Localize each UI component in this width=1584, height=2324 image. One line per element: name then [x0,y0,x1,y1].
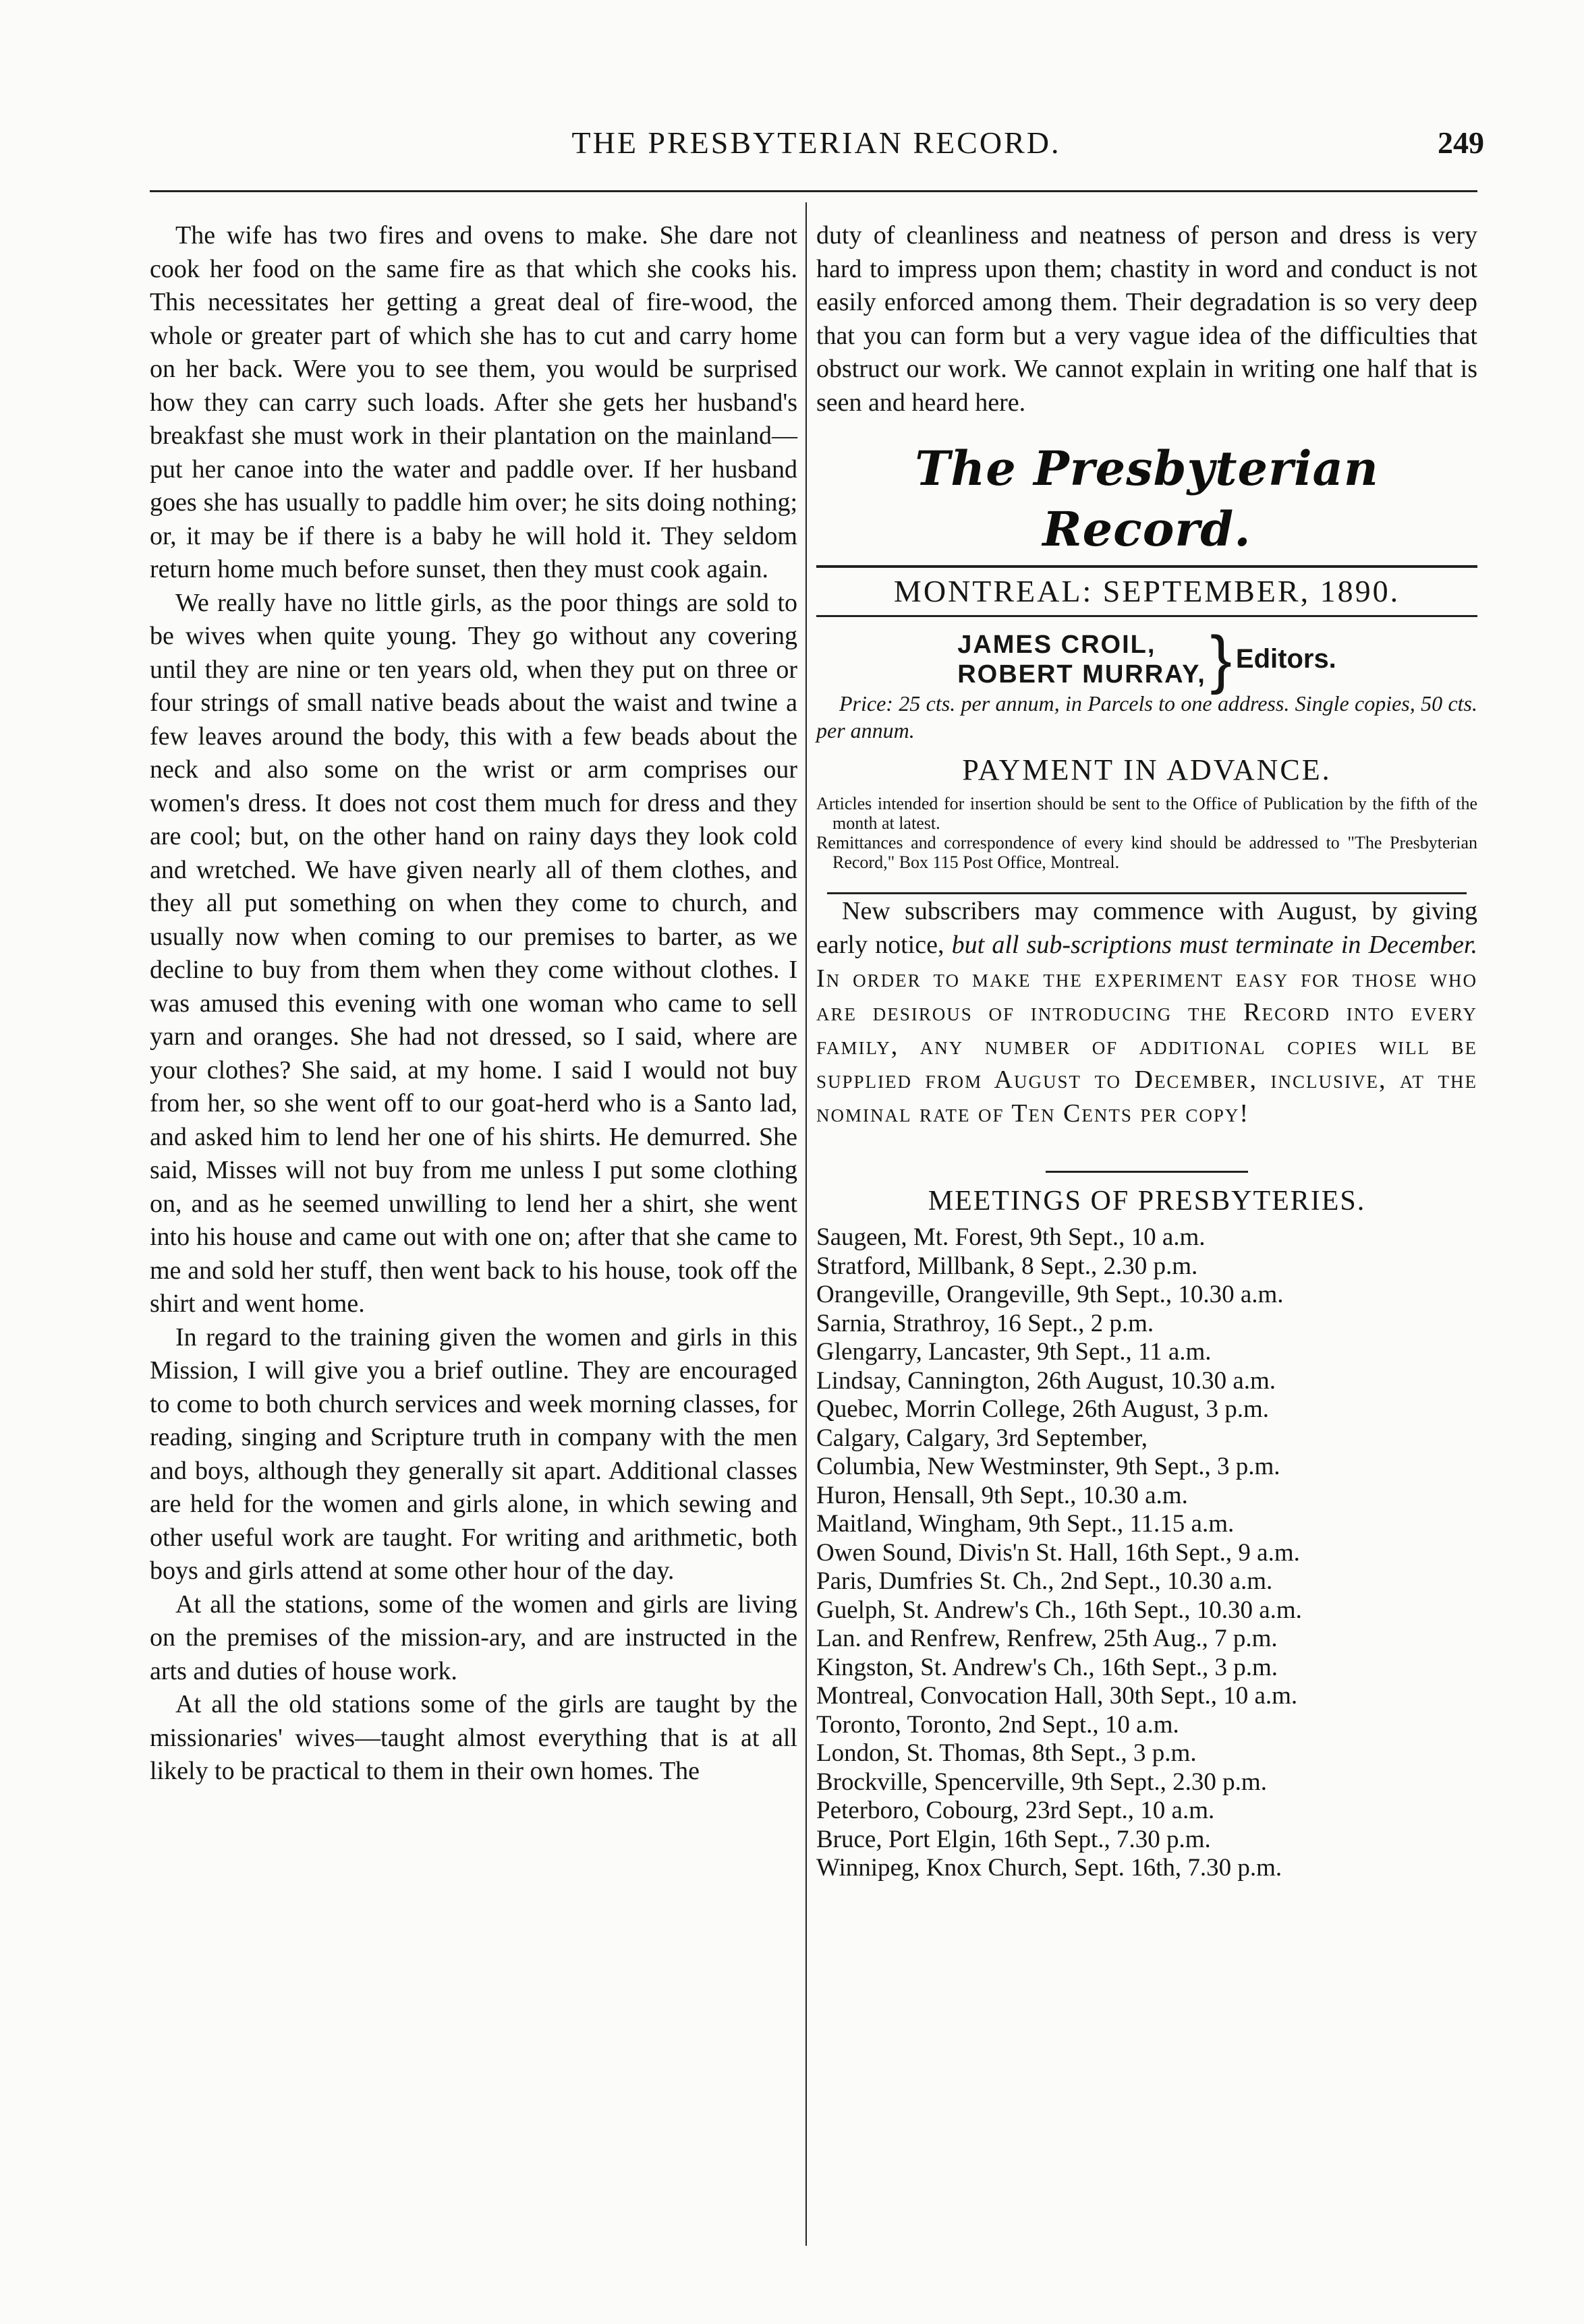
subscribers-italic: but all sub-scriptions must terminate in December. [951,930,1477,959]
right-column [816,219,1477,1883]
paragraph: The wife has two fires and ovens to make. She dare not cook her food on the same fire as that which she cooks his. This necessitates her getting a great deal of fire-wood, the whole or greater part of which she has to cut and carry home on her back. Were you to see them, you would be surprised how they can carry such loads. After she gets her husband's breakfast she must work in their plantation on the mainland—put her canoe into the water and paddle over. If her husband goes she has usually to paddle him over; he sits doing nothing; or, it may be if there is a baby he will hold it. They seldom return home much before sunset, then they must cook again. [150,221,797,583]
meeting-item: Guelph, St. Andrew's Ch., 16th Sept., 10.30 a.m. [816,1596,1302,1624]
meeting-item: Saugeen, Mt. Forest, 9th Sept., 10 a.m. [816,1223,1206,1251]
page-header [148,125,1484,172]
meeting-item: Glengarry, Lancaster, 9th Sept., 11 a.m. [816,1338,1212,1366]
meeting-item: Peterboro, Cobourg, 23rd Sept., 10 a.m. [816,1797,1215,1824]
meeting-item: Calgary, Calgary, 3rd September, [816,1424,1148,1452]
meeting-item: Kingston, St. Andrew's Ch., 16th Sept., 3 p.m. [816,1653,1278,1681]
subscribers-offer: In order to make the experiment easy for those who are desirous of introducing the Record into every family, any number of additional copies will be supplied from August to December, inclusive, at the nominal rate of Ten Cents per copy! [816,964,1477,1128]
meeting-item: Columbia, New Westminster, 9th Sept., 3 p.m. [816,1453,1280,1480]
meetings-list [816,1223,1477,1883]
meeting-item: Brockville, Spencerville, 9th Sept., 2.30 p.m. [816,1768,1267,1796]
paragraph: At all the old stations some of the girls are taught by the missionaries' wives—taught almost everything that is at all likely to be practical to them in their own homes. The [150,1690,797,1785]
masthead-title: The Presbyterian Record. [915,440,1379,557]
paragraph: At all the stations, some of the women and girls are living on the premises of the mission-ary, and are instructed in the arts and duties of house work. [150,1590,797,1685]
left-column [150,219,797,1789]
editor-names [957,630,1206,689]
payment-heading: PAYMENT IN ADVANCE. [962,753,1332,786]
meeting-item: London, St. Thomas, 8th Sept., 3 p.m. [816,1739,1197,1767]
brace-glyph: } [1210,623,1232,695]
meeting-item: Montreal, Convocation Hall, 30th Sept., 10 a.m. [816,1682,1298,1710]
short-divider [1046,1171,1248,1173]
page-number: 249 [1438,125,1484,160]
meeting-item: Stratford, Millbank, 8 Sept., 2.30 p.m. [816,1252,1198,1280]
subscribers-intro: New subscribers may commence with August, by giving early notice, [816,896,1477,959]
notices [816,794,1477,872]
paragraph: In regard to the training given the women and girls in this Mission, I will give you a brief outline. They are encouraged to come to both church services and week morning classes, for reading, singing and Scripture truth in company with the men and boys, although they generally sit apart. Additional classes are held for the women and girls alone, in which sewing and other useful work are taught. For writing and arithmetic, both boys and girls attend at some other hour of the day. [150,1323,797,1585]
column-divider [805,202,807,2246]
running-title: THE PRESBYTERIAN RECORD. [571,125,1061,160]
meeting-item: Huron, Hensall, 9th Sept., 10.30 a.m. [816,1481,1188,1509]
meeting-item: Lan. and Renfrew, Renfrew, 25th Aug., 7 p.m. [816,1625,1278,1652]
editor-name: JAMES CROIL, [957,631,1156,659]
meeting-item: Paris, Dumfries St. Ch., 2nd Sept., 10.30 a.m. [816,1567,1273,1595]
editor-name: ROBERT MURRAY, [957,660,1206,689]
remittances-note: Remittances and correspondence of every kind should be addressed to "The Presbyterian Record," Box 115 Post Office, Montreal. [816,832,1477,872]
meetings-heading: MEETINGS OF PRESBYTERIES. [928,1185,1366,1217]
meeting-item: Bruce, Port Elgin, 16th Sept., 7.30 p.m. [816,1825,1211,1853]
meeting-item: Quebec, Morrin College, 26th August, 3 p.m. [816,1395,1270,1423]
editors-label: Editors. [1235,644,1336,674]
dateline: MONTREAL: SEPTEMBER, 1890. [816,565,1477,617]
editors-block [816,623,1477,695]
paragraph: We really have no little girls, as the poor things are sold to be wives when quite young. They go without any covering until they are nine or ten years old, when they put on three or four strings of small native beads about the waist and twine a few leaves around the body, this with a few beads about the neck and also some on the wrist or arm comprises our women's dress. It does not cost them much for dress and they are cool; but, on the other hand on rainy days they look cold and wretched. We have given nearly all of them clothes, and they all put something on when they come to church, and usually now when coming to our premises to barter, as we decline to buy from them when they come without clothes. I was amused this evening with one woman who came to sell yarn and oranges. She had not dressed, so I said, where are your clothes? She said, at my home. I said I would not buy from her, so she went off to our goat-herd who is a Santo lad, and asked him to lend her one of his shirts. He demurred. She said, Misses will not buy from me unless I put some clothing on, and as he seemed unwilling to lend her a shirt, she went into his house and came out with one on; after that she came to me and sold her stuff, then went back to his house, took off the shirt and went home. [150,588,797,1318]
price-notice: Price: 25 cts. per annum, in Parcels to one address. Single copies, 50 cts. per annum. [816,691,1477,743]
meeting-item: Winnipeg, Knox Church, Sept. 16th, 7.30 p.m. [816,1854,1282,1882]
continuation-paragraph: duty of cleanliness and neatness of person and dress is very hard to impress upon them; chastity in word and conduct is not easily enforced among them. Their degradation is so very deep that you can form but a very vague idea of the difficulties that obstruct our work. We cannot explain in writing one half that is seen and heard here. [816,221,1477,417]
meeting-item: Toronto, Toronto, 2nd Sept., 10 a.m. [816,1710,1179,1739]
meeting-item: Lindsay, Cannington, 26th August, 10.30 a.m. [816,1366,1276,1395]
meeting-item: Orangeville, Orangeville, 9th Sept., 10.30 a.m. [816,1281,1284,1308]
articles-note: Articles intended for insertion should be sent to the Office of Publication by the fifth of the month at latest. [816,793,1477,833]
meeting-item: Maitland, Wingham, 9th Sept., 11.15 a.m. [816,1510,1235,1538]
meeting-item: Sarnia, Strathroy, 16 Sept., 2 p.m. [816,1309,1154,1337]
header-rule [150,190,1477,192]
meeting-item: Owen Sound, Divis'n St. Hall, 16th Sept., 9 a.m. [816,1538,1300,1567]
subscribers-notice [816,894,1477,1130]
